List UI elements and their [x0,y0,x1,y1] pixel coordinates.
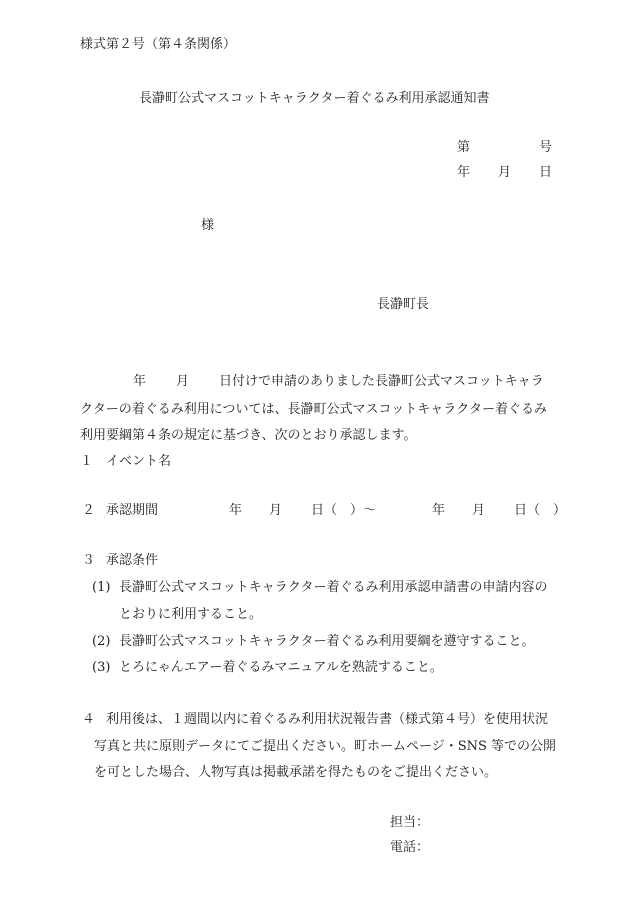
date-month: 月 [498,165,512,180]
contact-person: 担当： [390,815,430,830]
number-go: 号 [539,140,553,155]
contact-phone: 電話： [390,840,430,855]
date-day: 日 [539,165,553,180]
addressee-suffix: 様 [201,218,215,233]
number-dai: 第 [457,140,471,155]
date-year: 年 [457,165,471,180]
document-title: 長瀞町公式マスコットキャラクター着ぐるみ利用承認通知書 [139,91,490,106]
form-label: 様式第２号（第４条関係） [80,37,237,52]
issuer: 長瀞町長 [377,297,430,312]
